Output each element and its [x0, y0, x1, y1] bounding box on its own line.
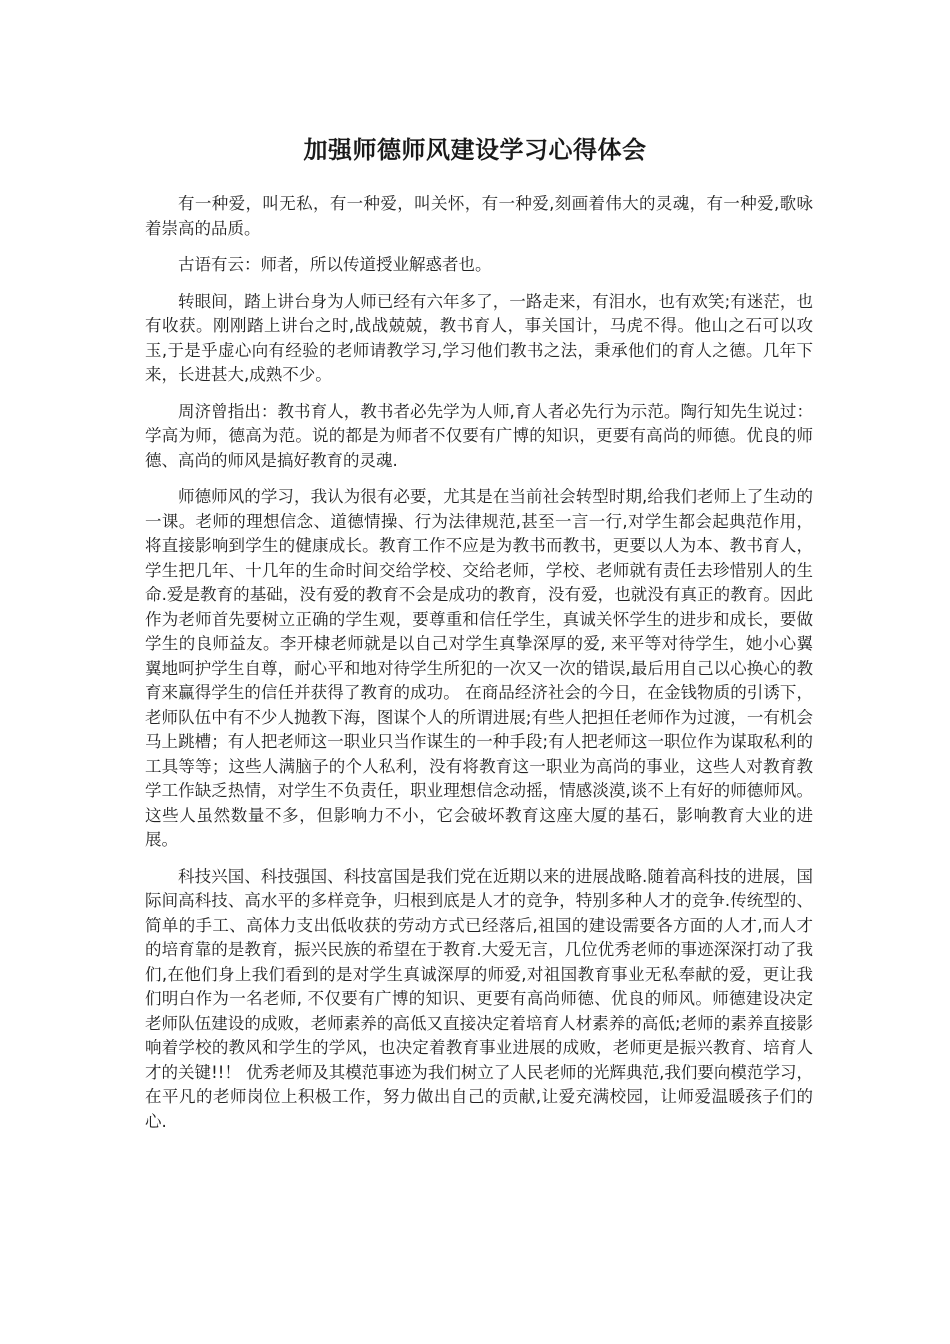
paragraph-2: 古语有云：师者，所以传道授业解惑者也。 [178, 255, 492, 274]
paragraph-6: 科技兴国、科技强国、科技富国是我们党在近期以来的进展战略.随着高科技的进展，国际间高科技、高水平的多样竞争，归根到底是人才的竞争，特别多种人才的竞争.传统型的、简单的手工、高体力支出低收获的劳动方式已经落后,祖国的建设需要各方面的人才,而人才的培育靠的是教育，振兴民族的希望在于教育.大爱无言，几位优秀老师的事迹深深打动了我们,在他们身上我们看到的是对学生真诚深厚的师爱,对祖国教育事业无私奉献的爱，更让我们明白作为一名老师, 不仅要有广博的知识、更要有高尚师德、优良的师风。师德建设决定老师队伍建设的成败，老师素养的高低又直接决定着培育人材素养的高低;老师的素养直接影响着学校的教风和学生的学风，也决定着教育事业进展的成败，老师更是振兴教育、培育人才的关键!!！ 优秀老师及其模范事迹为我们树立了人民老师的光辉典范,我们要向模范学习，在平凡的老师岗位上积极工作，努力做出自己的贡献,让爱充满校园，让师爱温暖孩子们的心. [145, 866, 813, 1131]
document-title: 加强师德师风建设学习心得体会 [303, 136, 647, 164]
paragraph-1: 有一种爱，叫无私，有一种爱，叫关怀，有一种爱,刻画着伟大的灵魂，有一种爱,歌咏着崇高的品质。 [145, 194, 813, 238]
document-body [145, 192, 813, 1146]
paragraph-3: 转眼间，踏上讲台身为人师已经有六年多了，一路走来，有泪水，也有欢笑;有迷茫，也有收获。刚刚踏上讲台之时,战战兢兢，教书育人，事关国计，马虎不得。他山之石可以攻玉,于是乎虚心向有经验的老师请教学习,学习他们教书之法，秉承他们的育人之德。几年下来，长进甚大,成熟不少。 [145, 291, 813, 384]
paragraph-4: 周济曾指出：教书育人，教书者必先学为人师,育人者必先行为示范。陶行知先生说过：学高为师，德高为范。说的都是为师者不仅要有广博的知识，更要有高尚的师德。优良的师德、高尚的师风是搞好教育的灵魂. [145, 401, 813, 470]
paragraph-5: 师德师风的学习，我认为很有必要，尤其是在当前社会转型时期,给我们老师上了生动的一课。老师的理想信念、道德情操、行为法律规范,甚至一言一行,对学生都会起典范作用，将直接影响到学生的健康成长。教育工作不应是为教书而教书，更要以人为本、教书育人，学生把几年、十几年的生命时间交给学校、交给老师，学校、老师就有责任去珍惜别人的生命.爱是教育的基础，没有爱的教育不会是成功的教育，没有爱，也就没有真正的教育。因此作为老师首先要树立正确的学生观，要尊重和信任学生，真诚关怀学生的进步和成长，要做学生的良师益友。李开棣老师就是以自己对学生真挚深厚的爱, 来平等对待学生，她小心翼翼地呵护学生自尊，耐心平和地对待学生所犯的一次又一次的错误,最后用自己以心换心的教育来赢得学生的信任并获得了教育的成功。 在商品经济社会的今日，在金钱物质的引诱下，老师队伍中有不少人抛教下海，图谋个人的所谓进展;有些人把担任老师作为过渡，一有机会马上跳槽；有人把老师这一职业只当作谋生的一种手段;有人把老师这一职位作为谋取私利的工具等等；这些人满脑子的个人私利，没有将教育这一职业为高尚的事业，这些人对教育教学工作缺乏热情，对学生不负责任，职业理想信念动摇，情感淡漠,谈不上有好的师德师风。这些人虽然数量不多，但影响力不小，它会破坏教育这座大厦的基石，影响教育大业的进展。 [145, 487, 813, 849]
